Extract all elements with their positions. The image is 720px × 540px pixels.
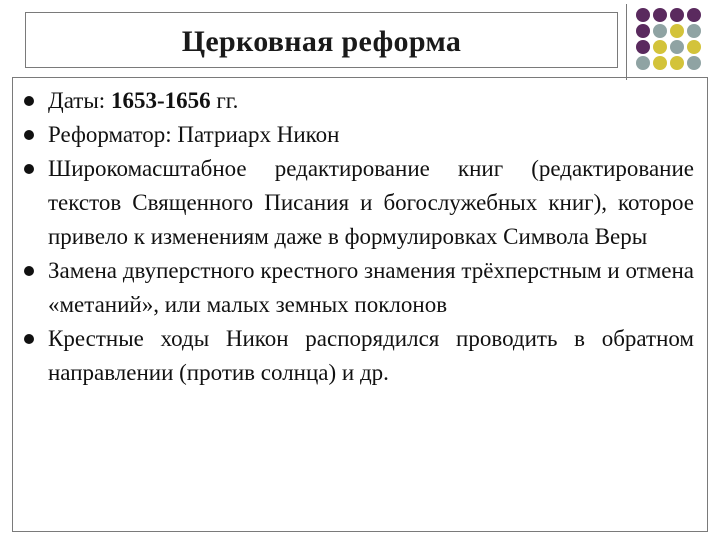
decorative-dot [670,24,684,38]
decorative-dot [653,40,667,54]
decorative-dot [636,24,650,38]
decorative-dot [687,8,701,22]
decorative-dot [636,40,650,54]
decorative-dot [670,40,684,54]
bullet-icon [24,266,34,276]
dates-lead: Даты: [48,88,111,113]
dates-tail: гг. [210,88,239,113]
list-item-editing [22,152,694,254]
list-item-processions [22,322,694,390]
decorative-dot [653,56,667,70]
list-item-sign-of-cross [22,254,694,322]
title-box [25,12,618,68]
sign-of-cross-text: Замена двуперстного крестного знамения трёхперстным и отмена «метаний», или малых земных поклонов [48,258,694,317]
decorative-dot [636,8,650,22]
list-item-reformer [22,118,694,152]
processions-text: Крестные ходы Никон распорядился проводить в обратном направлении (против солнца) и др. [48,326,694,385]
list-item-dates [22,84,694,118]
decorative-dot [687,24,701,38]
divider-vertical [626,4,627,80]
decorative-dot-grid [636,8,716,78]
bullet-list [22,84,694,390]
decorative-dot [670,8,684,22]
editing-text: Широкомасштабное редактирование книг (редактирование текстов Священного Писания и богослужебных книг), которое привело к изменениям даже в формулировках Символа Веры [48,156,694,249]
bullet-icon [24,96,34,106]
bullet-icon [24,130,34,140]
decorative-dot [687,40,701,54]
dates-value: 1653-1656 [110,88,211,113]
decorative-dot [653,8,667,22]
decorative-dot [653,24,667,38]
decorative-dot [670,56,684,70]
reformer-text: Реформатор: Патриарх Никон [48,122,340,147]
slide-title: Церковная реформа [181,25,462,58]
decorative-dot [687,56,701,70]
decorative-dot [636,56,650,70]
bullet-icon [24,334,34,344]
bullet-icon [24,164,34,174]
